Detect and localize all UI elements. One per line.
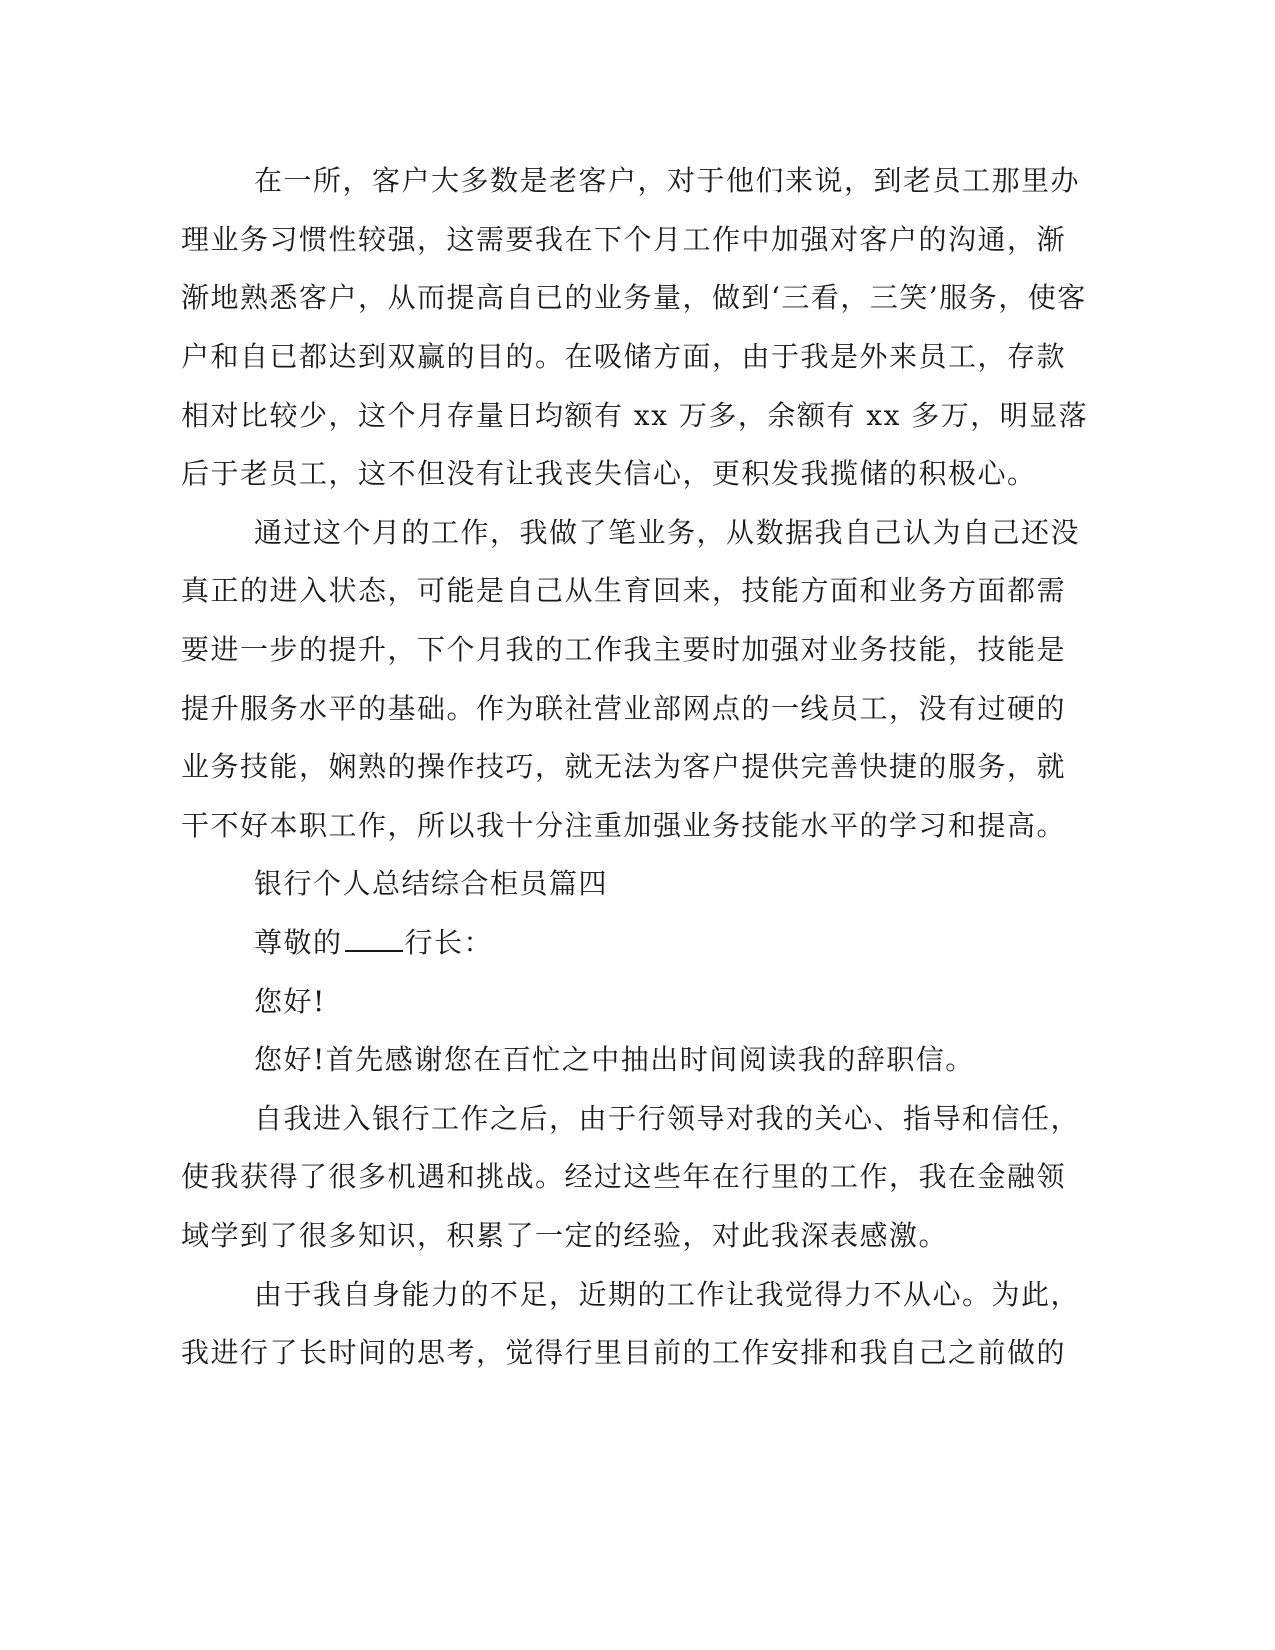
- paragraph-1-line-4: 户和自已都达到双赢的目的。在吸储方面，由于我是外来员工，存款: [181, 340, 1067, 373]
- paragraph-4-line-2: 我进行了长时间的思考，觉得行里目前的工作安排和我自己之前做的: [181, 1336, 1067, 1369]
- paragraph-2-line-1: 通过这个月的工作，我做了笔业务，从数据我自己认为自己还没: [254, 516, 1081, 549]
- paragraph-1-line-5: 相对比较少，这个月存量日均额有 xx 万多，余额有 xx 多万，明显落: [181, 399, 1089, 432]
- salutation-suffix: 行长：: [404, 926, 494, 959]
- paragraph-1-line-1: 在一所，客户大多数是老客户，对于他们来说，到老员工那里办: [254, 164, 1081, 197]
- paragraph-3-line-2: 使我获得了很多机遇和挑战。经过这些年在行里的工作，我在金融领: [181, 1160, 1067, 1193]
- name-blank: [345, 924, 403, 952]
- section-heading: 银行个人总结综合柜员篇四: [254, 867, 609, 900]
- greeting: 您好!: [254, 985, 326, 1018]
- paragraph-3-line-1: 自我进入银行工作之后，由于行领导对我的关心、指导和信任，: [254, 1102, 1081, 1135]
- paragraph-2-line-6: 干不好本职工作，所以我十分注重加强业务技能水平的学习和提高。: [181, 809, 1067, 842]
- paragraph-3-line-3: 域学到了很多知识，积累了一定的经验，对此我深表感激。: [181, 1219, 949, 1252]
- salutation: [254, 923, 493, 963]
- paragraph-1-line-2: 理业务习惯性较强，这需要我在下个月工作中加强对客户的沟通，渐: [181, 223, 1067, 256]
- paragraph-2-line-3: 要进一步的提升，下个月我的工作我主要时加强对业务技能，技能是: [181, 633, 1067, 666]
- paragraph-2-line-4: 提升服务水平的基础。作为联社营业部网点的一线员工，没有过硬的: [181, 692, 1067, 725]
- paragraph-1-line-3: 渐地熟悉客户，从而提高自已的业务量，做到‘三看，三笑’服务，使客: [181, 281, 1087, 314]
- thanks-line: 您好!首先感谢您在百忙之中抽出时间阅读我的辞职信。: [254, 1043, 975, 1076]
- paragraph-2-line-5: 业务技能，娴熟的操作技巧，就无法为客户提供完善快捷的服务，就: [181, 750, 1067, 783]
- paragraph-2-line-2: 真正的进入状态，可能是自己从生育回来，技能方面和业务方面都需: [181, 574, 1067, 607]
- salutation-prefix: 尊敬的: [254, 926, 343, 959]
- paragraph-1-line-6: 后于老员工，这不但没有让我丧失信心，更积发我揽储的积极心。: [181, 457, 1037, 490]
- paragraph-4-line-1: 由于我自身能力的不足，近期的工作让我觉得力不从心。为此，: [254, 1278, 1081, 1311]
